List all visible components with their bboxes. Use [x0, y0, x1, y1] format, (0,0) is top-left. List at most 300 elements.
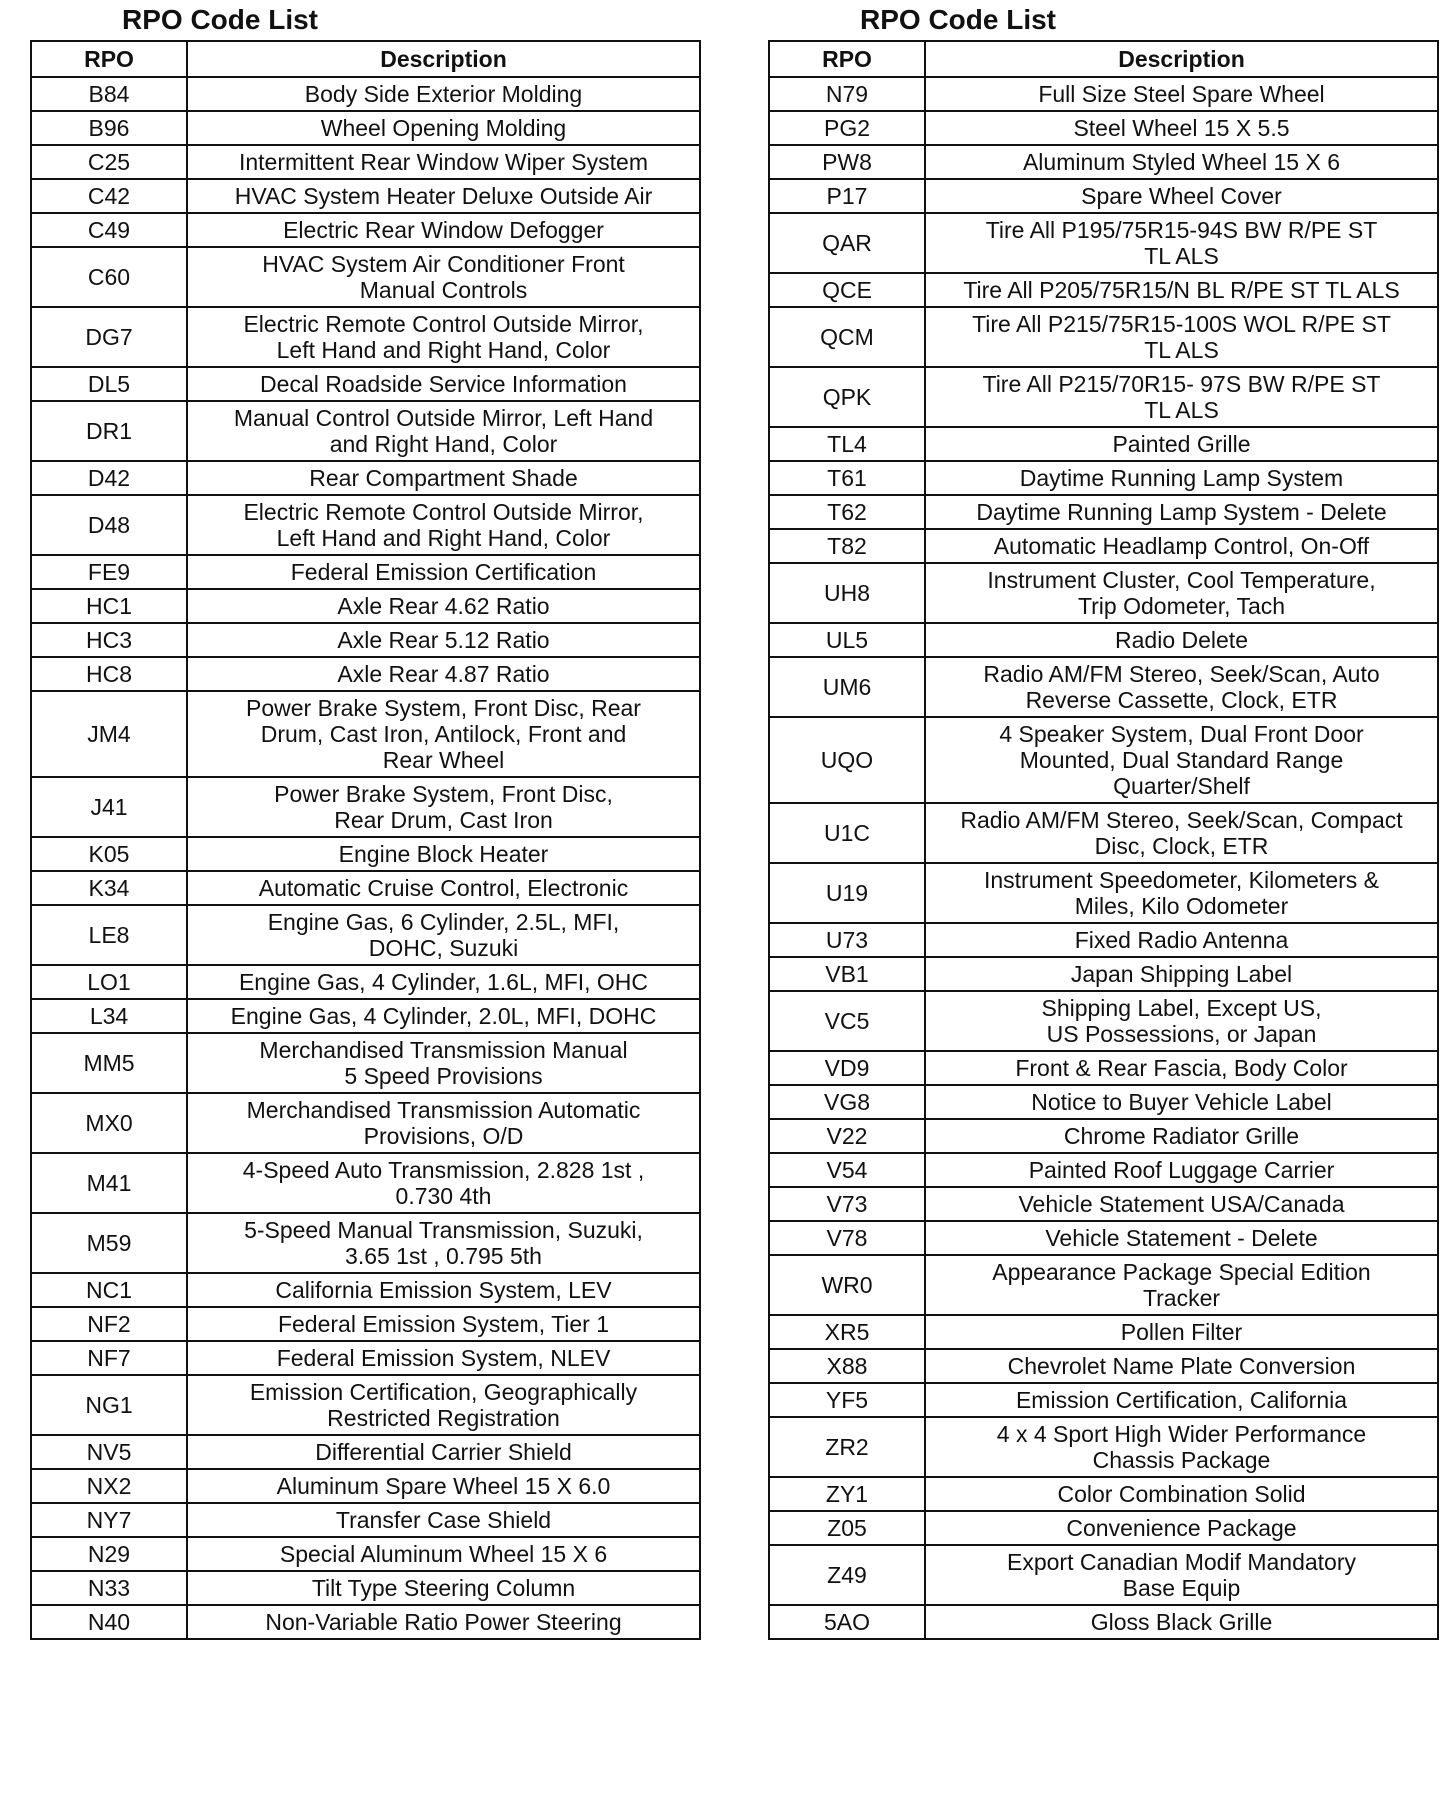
description-line: Tire All P205/75R15/N BL R/PE ST TL ALS: [963, 277, 1400, 303]
rpo-code-cell: PG2: [769, 111, 925, 145]
description-cell: [925, 307, 1438, 367]
description-line: DOHC, Suzuki: [368, 935, 519, 961]
table-row: [31, 77, 700, 111]
rpo-code-cell: FE9: [31, 555, 187, 589]
rpo-code-cell: Z05: [769, 1511, 925, 1545]
table-row: [31, 1469, 700, 1503]
description-line: Vehicle Statement USA/Canada: [1018, 1191, 1345, 1217]
description-line: Tire All P195/75R15-94S BW R/PE ST: [985, 217, 1378, 243]
table-row: [31, 1605, 700, 1639]
description-cell: [925, 1545, 1438, 1605]
table-row: [769, 529, 1438, 563]
description-cell: [925, 623, 1438, 657]
rpo-code-cell: DG7: [31, 307, 187, 367]
rpo-code-cell: LE8: [31, 905, 187, 965]
description-line: Merchandised Transmission Manual: [259, 1037, 628, 1063]
rpo-code-cell: UL5: [769, 623, 925, 657]
description-line: Quarter/Shelf: [1113, 773, 1250, 799]
description-line: Intermittent Rear Window Wiper System: [238, 149, 648, 175]
rpo-code-cell: N40: [31, 1605, 187, 1639]
description-line: Axle Rear 4.87 Ratio: [337, 661, 550, 687]
description-line: Engine Gas, 4 Cylinder, 2.0L, MFI, DOHC: [230, 1003, 657, 1029]
rpo-code-cell: VB1: [769, 957, 925, 991]
rpo-code-cell: M41: [31, 1153, 187, 1213]
table-row: [31, 1571, 700, 1605]
table-row: [769, 427, 1438, 461]
table-row: [31, 1213, 700, 1273]
description-cell: [925, 863, 1438, 923]
table-row: [769, 1187, 1438, 1221]
description-cell: [187, 1537, 700, 1571]
description-line: Steel Wheel 15 X 5.5: [1073, 115, 1290, 141]
description-line: Tire All P215/75R15-100S WOL R/PE ST: [972, 311, 1391, 337]
table-row: [31, 461, 700, 495]
description-cell: [925, 273, 1438, 307]
description-cell: [187, 77, 700, 111]
description-line: Spare Wheel Cover: [1081, 183, 1282, 209]
table-row: [31, 401, 700, 461]
rpo-code-cell: T82: [769, 529, 925, 563]
rpo-code-cell: NY7: [31, 1503, 187, 1537]
description-cell: [187, 145, 700, 179]
table-row: [31, 1093, 700, 1153]
description-line: Merchandised Transmission Automatic: [246, 1097, 641, 1123]
rpo-code-cell: ZY1: [769, 1477, 925, 1511]
left-header-row: [31, 41, 700, 77]
description-line: Emission Certification, California: [1015, 1387, 1348, 1413]
table-row: [31, 111, 700, 145]
table-row: [769, 863, 1438, 923]
table-row: [31, 1537, 700, 1571]
description-cell: [187, 589, 700, 623]
left-table-body: [31, 77, 700, 1639]
description-line: Rear Compartment Shade: [309, 465, 578, 491]
table-row: [769, 991, 1438, 1051]
description-line: Left Hand and Right Hand, Color: [276, 337, 611, 363]
rpo-code-cell: LO1: [31, 965, 187, 999]
description-cell: [187, 213, 700, 247]
description-cell: [187, 837, 700, 871]
description-cell: [925, 1221, 1438, 1255]
rpo-code-cell: PW8: [769, 145, 925, 179]
description-cell: [187, 965, 700, 999]
rpo-code-cell: QAR: [769, 213, 925, 273]
description-cell: [187, 1503, 700, 1537]
table-row: [769, 1051, 1438, 1085]
left-rpo-column: [30, 0, 701, 1640]
description-line: Shipping Label, Except US,: [1041, 995, 1322, 1021]
table-row: [31, 145, 700, 179]
table-row: [769, 563, 1438, 623]
description-cell: [925, 111, 1438, 145]
rpo-code-cell: D48: [31, 495, 187, 555]
table-row: [31, 905, 700, 965]
table-row: [31, 691, 700, 777]
rpo-code-cell: HC8: [31, 657, 187, 691]
table-row: [31, 623, 700, 657]
table-row: [769, 1605, 1438, 1639]
table-row: [769, 213, 1438, 273]
table-row: [31, 213, 700, 247]
table-row: [31, 1273, 700, 1307]
left-rpo-table: [30, 40, 701, 1640]
description-line: Tracker: [1142, 1285, 1221, 1311]
table-row: [31, 1375, 700, 1435]
table-row: [31, 965, 700, 999]
description-line: Wheel Opening Molding: [320, 115, 567, 141]
description-line: Export Canadian Modif Mandatory: [1006, 1549, 1357, 1575]
table-row: [31, 1153, 700, 1213]
description-cell: [925, 213, 1438, 273]
description-cell: [187, 461, 700, 495]
description-cell: [187, 777, 700, 837]
description-line: Instrument Cluster, Cool Temperature,: [987, 567, 1376, 593]
description-cell: [925, 77, 1438, 111]
table-row: [769, 717, 1438, 803]
description-line: Rear Wheel: [382, 747, 505, 773]
description-column-header: Description: [187, 41, 700, 77]
rpo-code-cell: NX2: [31, 1469, 187, 1503]
rpo-code-cell: M59: [31, 1213, 187, 1273]
description-line: Engine Block Heater: [338, 841, 549, 867]
description-line: Transfer Case Shield: [335, 1507, 552, 1533]
description-cell: [925, 179, 1438, 213]
description-line: Aluminum Spare Wheel 15 X 6.0: [276, 1473, 611, 1499]
description-line: Drum, Cast Iron, Antilock, Front and: [260, 721, 627, 747]
description-line: Radio Delete: [1115, 627, 1248, 653]
description-line: TL ALS: [1144, 243, 1219, 269]
description-column-header: Description: [925, 41, 1438, 77]
description-line: Electric Remote Control Outside Mirror,: [243, 311, 644, 337]
table-row: [769, 1511, 1438, 1545]
table-row: [31, 307, 700, 367]
table-row: [769, 179, 1438, 213]
rpo-column-header: RPO: [769, 41, 925, 77]
description-cell: [925, 991, 1438, 1051]
rpo-code-cell: T61: [769, 461, 925, 495]
right-table-title: RPO Code List: [859, 4, 1056, 35]
description-cell: [925, 461, 1438, 495]
description-cell: [925, 1511, 1438, 1545]
description-line: Radio AM/FM Stereo, Seek/Scan, Auto: [983, 661, 1380, 687]
description-line: Convenience Package: [1066, 1515, 1297, 1541]
description-line: Painted Grille: [1112, 431, 1251, 457]
rpo-code-cell: YF5: [769, 1383, 925, 1417]
table-row: [31, 555, 700, 589]
rpo-code-cell: U1C: [769, 803, 925, 863]
rpo-code-cell: P17: [769, 179, 925, 213]
description-line: Chevrolet Name Plate Conversion: [1007, 1353, 1356, 1379]
description-cell: [187, 367, 700, 401]
description-cell: [187, 111, 700, 145]
description-line: Electric Remote Control Outside Mirror,: [243, 499, 644, 525]
table-row: [31, 871, 700, 905]
description-line: Manual Controls: [359, 277, 528, 303]
table-row: [769, 1349, 1438, 1383]
description-cell: [925, 957, 1438, 991]
description-line: Electric Rear Window Defogger: [283, 217, 604, 243]
right-rpo-column: [768, 0, 1439, 1640]
table-row: [769, 1315, 1438, 1349]
table-row: [31, 657, 700, 691]
table-row: [31, 179, 700, 213]
description-line: Tire All P215/70R15- 97S BW R/PE ST: [982, 371, 1381, 397]
table-row: [769, 77, 1438, 111]
description-line: Daytime Running Lamp System: [1019, 465, 1344, 491]
table-row: [769, 1477, 1438, 1511]
rpo-code-cell: C25: [31, 145, 187, 179]
table-row: [31, 1033, 700, 1093]
table-row: [769, 923, 1438, 957]
description-line: Automatic Cruise Control, Electronic: [258, 875, 629, 901]
description-line: Base Equip: [1122, 1575, 1241, 1601]
table-row: [769, 803, 1438, 863]
table-row: [31, 1503, 700, 1537]
description-cell: [187, 623, 700, 657]
description-line: Gloss Black Grille: [1090, 1609, 1273, 1635]
table-row: [769, 111, 1438, 145]
rpo-code-cell: MM5: [31, 1033, 187, 1093]
description-cell: [925, 427, 1438, 461]
description-line: 4 x 4 Sport High Wider Performance: [996, 1421, 1367, 1447]
description-cell: [925, 145, 1438, 179]
table-row: [31, 999, 700, 1033]
description-line: Notice to Buyer Vehicle Label: [1031, 1089, 1332, 1115]
description-line: Tilt Type Steering Column: [311, 1575, 576, 1601]
description-cell: [925, 1383, 1438, 1417]
rpo-code-cell: L34: [31, 999, 187, 1033]
rpo-code-cell: ZR2: [769, 1417, 925, 1477]
rpo-code-cell: U73: [769, 923, 925, 957]
description-cell: [187, 1341, 700, 1375]
description-cell: [187, 1375, 700, 1435]
rpo-code-cell: C49: [31, 213, 187, 247]
description-line: Pollen Filter: [1120, 1319, 1243, 1345]
description-line: Power Brake System, Front Disc, Rear: [246, 695, 641, 721]
table-row: [769, 367, 1438, 427]
description-cell: [187, 905, 700, 965]
rpo-code-cell: DR1: [31, 401, 187, 461]
description-line: Axle Rear 4.62 Ratio: [337, 593, 550, 619]
table-row: [769, 657, 1438, 717]
description-line: TL ALS: [1144, 397, 1219, 423]
description-line: Reverse Cassette, Clock, ETR: [1025, 687, 1338, 713]
description-cell: [925, 717, 1438, 803]
description-line: Japan Shipping Label: [1070, 961, 1293, 987]
rpo-column-header: RPO: [31, 41, 187, 77]
rpo-code-cell: UH8: [769, 563, 925, 623]
description-line: 5 Speed Provisions: [344, 1063, 543, 1089]
description-cell: [925, 495, 1438, 529]
description-cell: [925, 923, 1438, 957]
table-row: [769, 957, 1438, 991]
rpo-code-cell: TL4: [769, 427, 925, 461]
description-line: TL ALS: [1144, 337, 1219, 363]
description-line: Body Side Exterior Molding: [304, 81, 583, 107]
description-line: Decal Roadside Service Information: [260, 371, 627, 397]
table-row: [769, 495, 1438, 529]
description-cell: [925, 1119, 1438, 1153]
description-line: Automatic Headlamp Control, On-Off: [993, 533, 1370, 559]
rpo-code-cell: UM6: [769, 657, 925, 717]
table-row: [31, 589, 700, 623]
description-cell: [925, 1605, 1438, 1639]
rpo-code-cell: U19: [769, 863, 925, 923]
description-cell: [187, 1093, 700, 1153]
rpo-code-cell: XR5: [769, 1315, 925, 1349]
rpo-code-cell: D42: [31, 461, 187, 495]
description-line: Painted Roof Luggage Carrier: [1028, 1157, 1335, 1183]
rpo-code-cell: K34: [31, 871, 187, 905]
right-rpo-table: [768, 40, 1439, 1640]
table-row: [769, 1383, 1438, 1417]
rpo-code-cell: NC1: [31, 1273, 187, 1307]
right-header-row: [769, 41, 1438, 77]
description-line: 5-Speed Manual Transmission, Suzuki,: [244, 1217, 643, 1243]
description-cell: [925, 657, 1438, 717]
rpo-code-cell: QPK: [769, 367, 925, 427]
description-line: Left Hand and Right Hand, Color: [276, 525, 611, 551]
table-row: [769, 1119, 1438, 1153]
description-cell: [187, 1435, 700, 1469]
rpo-code-cell: Z49: [769, 1545, 925, 1605]
description-cell: [187, 1469, 700, 1503]
rpo-code-cell: MX0: [31, 1093, 187, 1153]
rpo-code-cell: 5AO: [769, 1605, 925, 1639]
description-cell: [187, 999, 700, 1033]
rpo-code-cell: VG8: [769, 1085, 925, 1119]
description-line: Aluminum Styled Wheel 15 X 6: [1022, 149, 1341, 175]
table-row: [31, 1307, 700, 1341]
description-line: California Emission System, LEV: [275, 1277, 612, 1303]
description-cell: [187, 247, 700, 307]
rpo-code-cell: V78: [769, 1221, 925, 1255]
description-line: Mounted, Dual Standard Range: [1019, 747, 1344, 773]
left-table-title: RPO Code List: [121, 4, 318, 35]
table-row: [769, 273, 1438, 307]
description-cell: [187, 1571, 700, 1605]
description-line: Radio AM/FM Stereo, Seek/Scan, Compact: [960, 807, 1403, 833]
description-line: HVAC System Air Conditioner Front: [262, 251, 625, 277]
description-cell: [187, 691, 700, 777]
rpo-code-cell: HC3: [31, 623, 187, 657]
description-cell: [925, 1051, 1438, 1085]
table-row: [31, 495, 700, 555]
description-cell: [187, 1605, 700, 1639]
description-cell: [187, 1213, 700, 1273]
description-cell: [187, 1273, 700, 1307]
table-row: [769, 461, 1438, 495]
table-row: [769, 307, 1438, 367]
rpo-code-cell: UQO: [769, 717, 925, 803]
description-cell: [187, 1033, 700, 1093]
rpo-code-cell: DL5: [31, 367, 187, 401]
rpo-code-cell: B96: [31, 111, 187, 145]
table-row: [31, 837, 700, 871]
description-line: Rear Drum, Cast Iron: [334, 807, 553, 833]
rpo-code-cell: VD9: [769, 1051, 925, 1085]
description-line: Non-Variable Ratio Power Steering: [265, 1609, 622, 1635]
table-row: [769, 1545, 1438, 1605]
description-cell: [925, 563, 1438, 623]
rpo-code-cell: C42: [31, 179, 187, 213]
rpo-code-cell: JM4: [31, 691, 187, 777]
description-line: US Possessions, or Japan: [1046, 1021, 1317, 1047]
rpo-code-cell: V54: [769, 1153, 925, 1187]
table-row: [31, 1341, 700, 1375]
description-cell: [187, 401, 700, 461]
description-line: Trip Odometer, Tach: [1077, 593, 1286, 619]
rpo-code-cell: NF7: [31, 1341, 187, 1375]
description-cell: [925, 1085, 1438, 1119]
description-line: Chassis Package: [1092, 1447, 1271, 1473]
description-cell: [187, 1153, 700, 1213]
right-table-body: [769, 77, 1438, 1639]
description-cell: [925, 1349, 1438, 1383]
description-cell: [925, 1477, 1438, 1511]
description-line: Power Brake System, Front Disc,: [274, 781, 613, 807]
description-cell: [925, 1417, 1438, 1477]
rpo-code-cell: QCM: [769, 307, 925, 367]
rpo-code-cell: X88: [769, 1349, 925, 1383]
description-line: Engine Gas, 6 Cylinder, 2.5L, MFI,: [267, 909, 620, 935]
description-line: HVAC System Heater Deluxe Outside Air: [234, 183, 653, 209]
description-cell: [925, 803, 1438, 863]
rpo-code-cell: NG1: [31, 1375, 187, 1435]
description-line: Daytime Running Lamp System - Delete: [976, 499, 1387, 525]
table-row: [769, 145, 1438, 179]
description-cell: [925, 1153, 1438, 1187]
description-line: and Right Hand, Color: [329, 431, 558, 457]
description-line: Engine Gas, 4 Cylinder, 1.6L, MFI, OHC: [238, 969, 649, 995]
description-cell: [187, 179, 700, 213]
description-line: Color Combination Solid: [1057, 1481, 1306, 1507]
description-cell: [187, 495, 700, 555]
description-line: Axle Rear 5.12 Ratio: [337, 627, 550, 653]
description-line: Chrome Radiator Grille: [1063, 1123, 1300, 1149]
description-line: Full Size Steel Spare Wheel: [1038, 81, 1325, 107]
rpo-code-cell: N33: [31, 1571, 187, 1605]
table-row: [31, 777, 700, 837]
table-row: [769, 1085, 1438, 1119]
description-line: 4-Speed Auto Transmission, 2.828 1st ,: [242, 1157, 645, 1183]
description-cell: [187, 1307, 700, 1341]
description-cell: [187, 307, 700, 367]
rpo-code-cell: N29: [31, 1537, 187, 1571]
description-cell: [925, 1187, 1438, 1221]
description-cell: [187, 555, 700, 589]
description-line: Special Aluminum Wheel 15 X 6: [279, 1541, 608, 1567]
description-cell: [925, 367, 1438, 427]
rpo-code-cell: N79: [769, 77, 925, 111]
rpo-code-cell: NV5: [31, 1435, 187, 1469]
description-line: Vehicle Statement - Delete: [1045, 1225, 1318, 1251]
description-line: Emission Certification, Geographically: [249, 1379, 638, 1405]
rpo-code-cell: V22: [769, 1119, 925, 1153]
rpo-code-cell: C60: [31, 247, 187, 307]
table-row: [769, 623, 1438, 657]
rpo-code-cell: WR0: [769, 1255, 925, 1315]
description-line: Instrument Speedometer, Kilometers &: [983, 867, 1380, 893]
description-line: Manual Control Outside Mirror, Left Hand: [233, 405, 654, 431]
rpo-code-cell: VC5: [769, 991, 925, 1051]
description-line: Restricted Registration: [327, 1405, 560, 1431]
description-cell: [925, 1315, 1438, 1349]
description-line: Federal Emission Certification: [290, 559, 597, 585]
table-row: [31, 367, 700, 401]
description-cell: [187, 657, 700, 691]
table-row: [769, 1153, 1438, 1187]
